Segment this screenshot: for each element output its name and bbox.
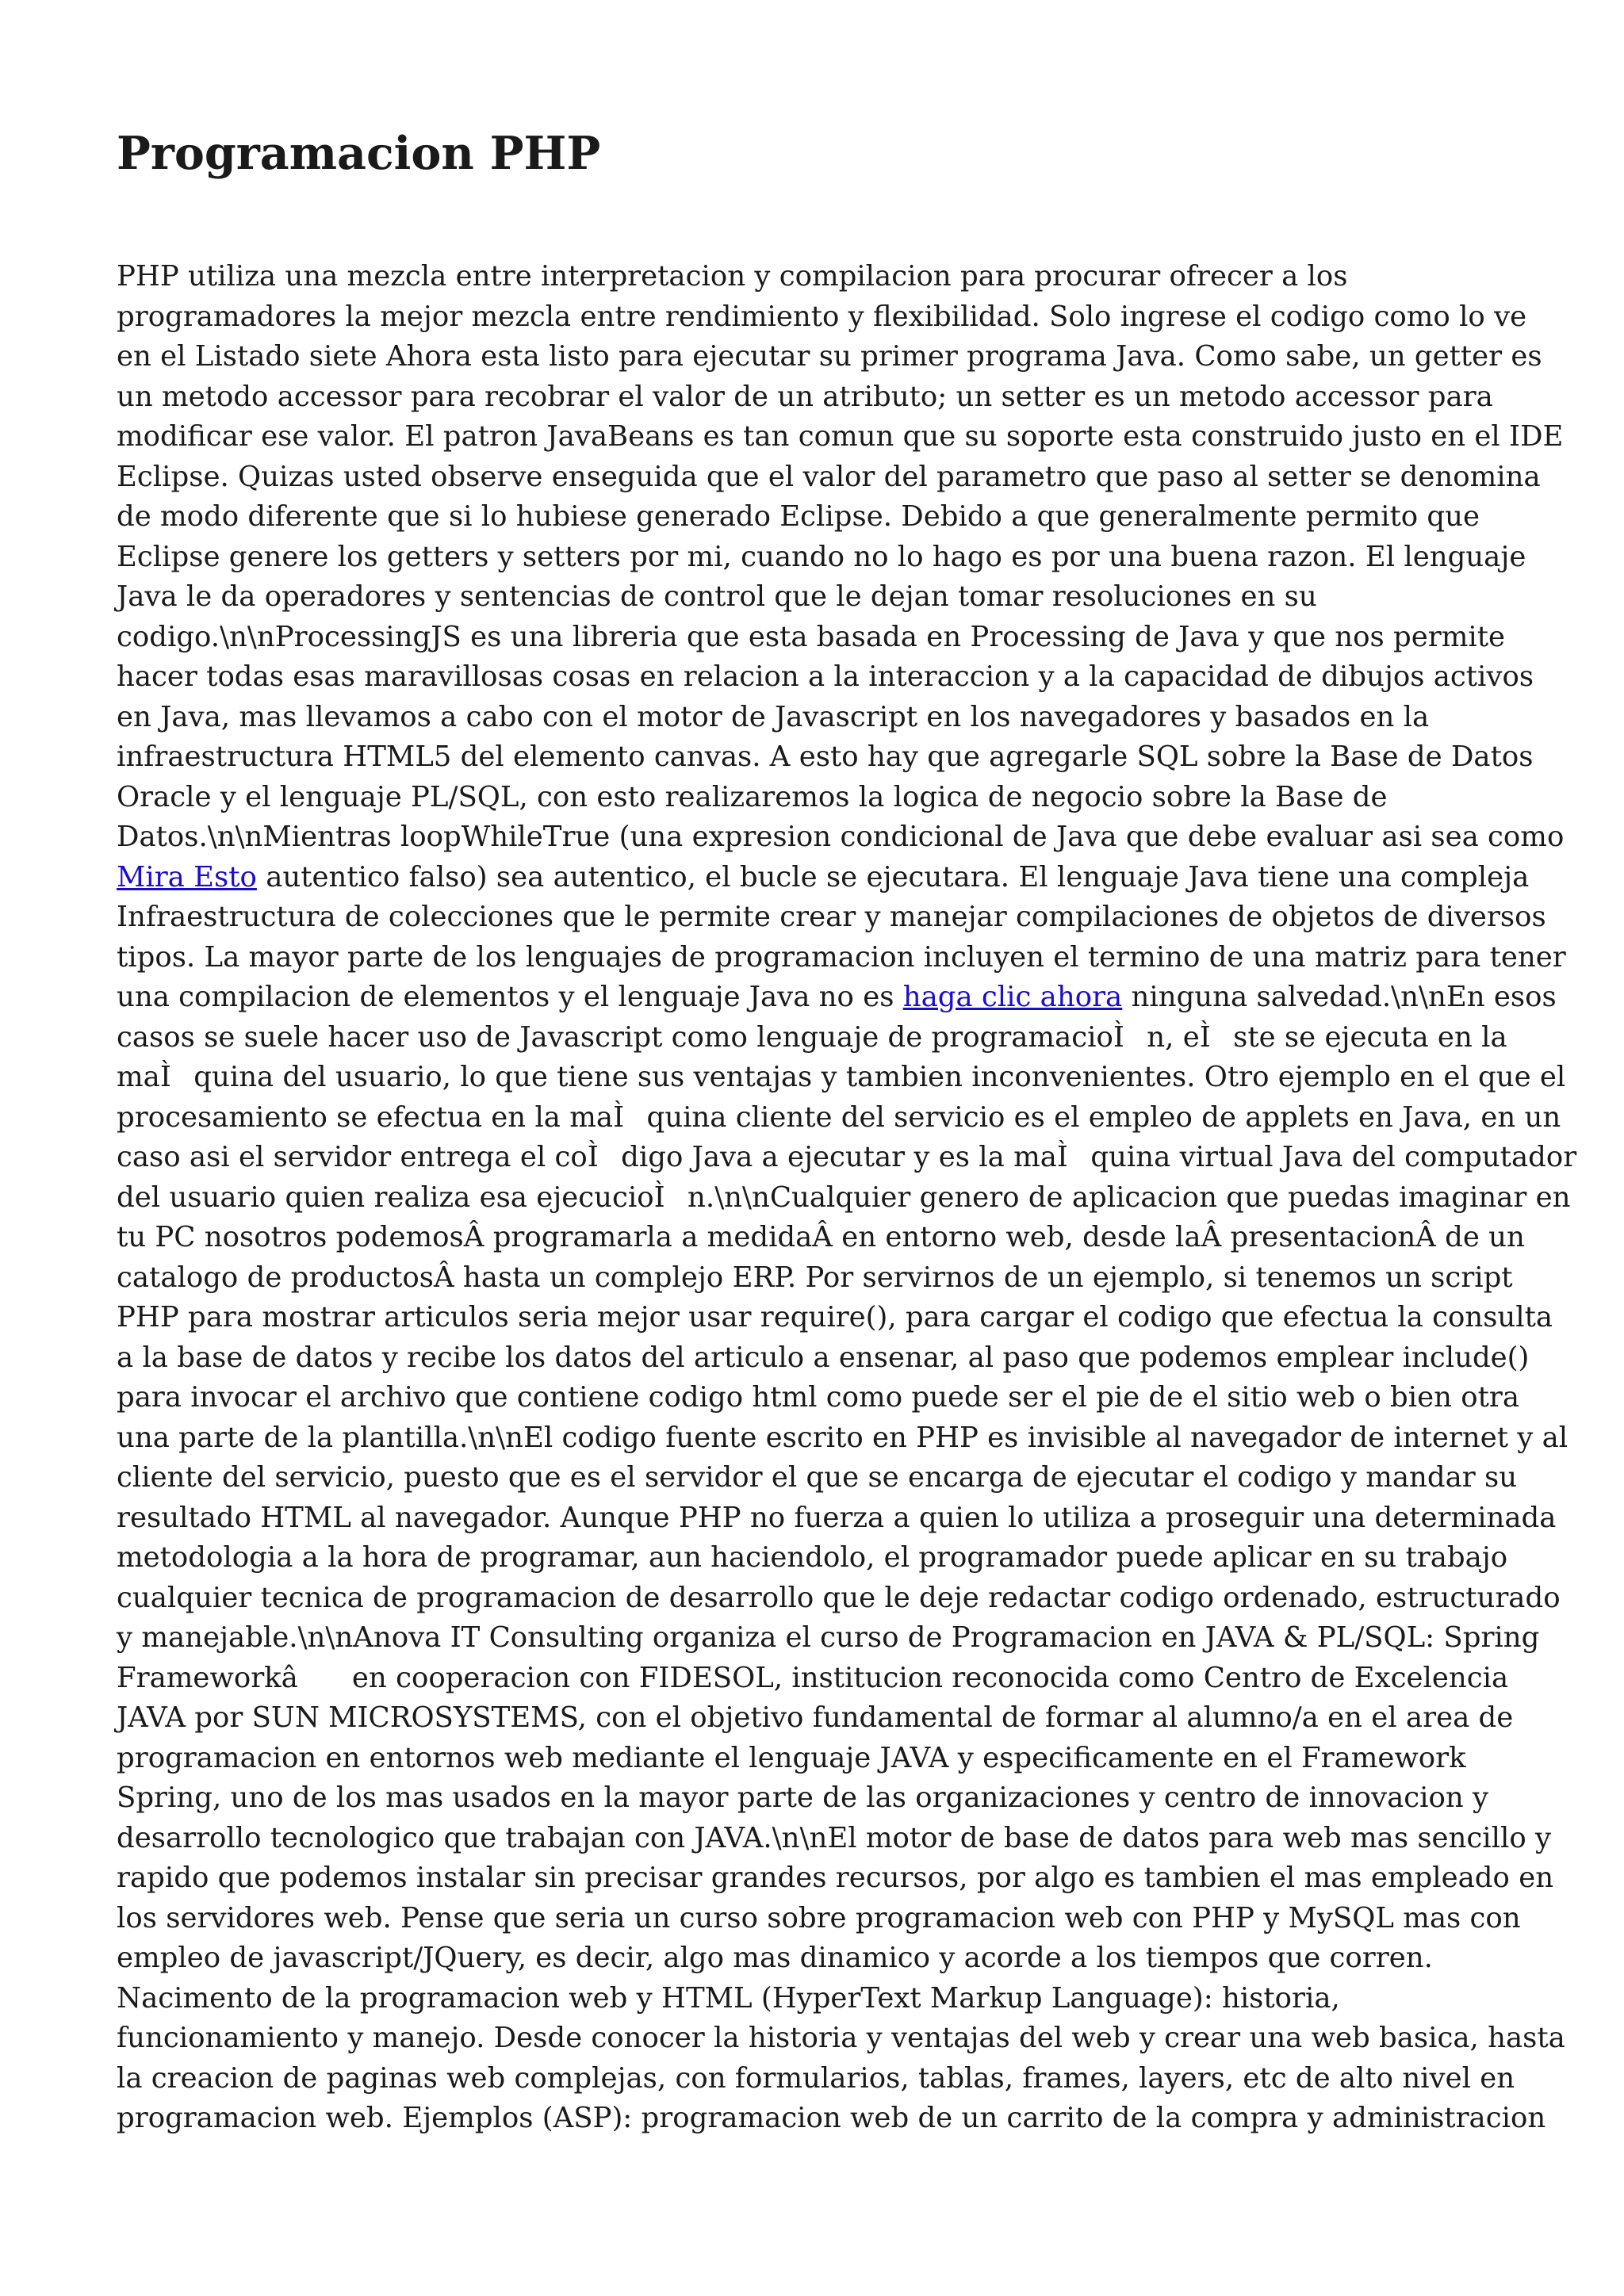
text-line: programacion en entornos web mediante el lenguaje JAVA y especificamente en el Framework [117, 1741, 1466, 1774]
text-line: la creacion de paginas web complejas, con formularios, tablas, frames, layers, etc de alto nivel en [117, 2061, 1515, 2095]
text-line: cliente del servicio, puesto que es el servidor el que se encarga de ejecutar el codigo y mandar su [117, 1461, 1518, 1494]
text-line: Nacimento de la programacion web y HTML (HyperText Markup Language): historia, [117, 1981, 1340, 2015]
text-line: casos se suele hacer uso de Javascript como lenguaje de programacioÌn, eÌste se ejecuta en la [117, 1020, 1507, 1054]
text-line: modificar ese valor. El patron JavaBeans es tan comun que su soporte esta construido justo en el IDE [117, 420, 1564, 453]
text-line: Java le da operadores y sentencias de control que le dejan tomar resoluciones en su [117, 580, 1317, 613]
text-line: una parte de la plantilla.\n\nEl codigo fuente escrito en PHP es invisible al navegador de internet y al [117, 1421, 1568, 1454]
mira-esto-link[interactable]: Mira Esto [117, 860, 257, 894]
text-line: maÌquina del usuario, lo que tiene sus ventajas y tambien inconvenientes. Otro ejemplo en el que el [117, 1061, 1566, 1093]
text-line: PHP para mostrar articulos seria mejor usar require(), para cargar el codigo que efectua la consulta [117, 1301, 1553, 1334]
text-line: procesamiento se efectua en la maÌquina cliente del servicio es el empleo de applets en Java, en un [117, 1100, 1561, 1134]
text-line: Eclipse genere los getters y setters por mi, cuando no lo hago es por una buena razon. El lenguaje [117, 540, 1526, 573]
page-title: Programacion PHP [117, 127, 601, 180]
text-line: tipos. La mayor parte de los lenguajes de programacion incluyen el termino de una matriz para tener [117, 940, 1566, 974]
text-line: Frameworkâ en cooperacion con FIDESOL, institucion reconocida como Centro de Excelencia [117, 1661, 1509, 1694]
text-line: los servidores web. Pense que seria un curso sobre programacion web con PHP y MySQL mas con [117, 1901, 1521, 1934]
text-line: hacer todas esas maravillosas cosas en relacion a la interaccion y a la capacidad de dibujos activos [117, 660, 1534, 693]
text-line: en el Listado siete Ahora esta listo para ejecutar su primer programa Java. Como sabe, un getter es [117, 340, 1542, 373]
text-line: PHP utiliza una mezcla entre interpretacion y compilacion para procurar ofrecer a los [117, 260, 1348, 293]
text-line: para invocar el archivo que contiene codigo html como puede ser el pie de el sitio web o bien otra [117, 1381, 1520, 1414]
text-line: empleo de javascript/JQuery, es decir, algo mas dinamico y acorde a los tiempos que corren. [117, 1942, 1433, 1974]
text-line-with-link [117, 858, 1530, 898]
text-line: Datos.\n\nMientras loopWhileTrue (una expresion condicional de Java que debe evaluar asi sea como [117, 821, 1565, 853]
text-line: metodologia a la hora de programar, aun haciendolo, el programador puede aplicar en su trabajo [117, 1541, 1508, 1574]
text-line: Eclipse. Quizas usted observe enseguida que el valor del parametro que paso al setter se denomina [117, 460, 1541, 493]
text-line: a la base de datos y recibe los datos del articulo a ensenar, al paso que podemos emplear include() [117, 1341, 1530, 1374]
text-line: en Java, mas llevamos a cabo con el motor de Javascript en los navegadores y basados en la [117, 700, 1430, 733]
text-line: y manejable.\n\nAnova IT Consulting organiza el curso de Programacion en JAVA & PL/SQL: Spring [117, 1621, 1540, 1654]
text-line: resultado HTML al navegador. Aunque PHP no fuerza a quien lo utiliza a proseguir una determinada [117, 1501, 1557, 1534]
text-line: del usuario quien realiza esa ejecucioÌn.\n\nCualquier genero de aplicacion que puedas imaginar en [117, 1181, 1571, 1214]
text-line: Spring, uno de los mas usados en la mayor parte de las organizaciones y centro de innovacion y [117, 1781, 1489, 1814]
text-line: desarrollo tecnologico que trabajan con JAVA.\n\nEl motor de base de datos para web mas sencillo y [117, 1821, 1552, 1854]
text-line: rapido que podemos instalar sin precisar grandes recursos, por algo es tambien el mas empleado en [117, 1862, 1554, 1894]
text-line: funcionamiento y manejo. Desde conocer la historia y ventajas del web y crear una web basica, hasta [117, 2022, 1565, 2054]
text-line: catalogo de productosÂ hasta un complejo ERP. Por servirnos de un ejemplo, si tenemos un script [117, 1261, 1513, 1294]
text-segment: una compilacion de elementos y el lenguaje Java no es [117, 981, 903, 1013]
text-line: infraestructura HTML5 del elemento canvas. A esto hay que agregarle SQL sobre la Base de Datos [117, 740, 1534, 773]
text-line: Infraestructura de colecciones que le permite crear y manejar compilaciones de objetos de diversos [117, 901, 1546, 933]
haga-clic-ahora-link[interactable]: haga clic ahora [902, 981, 1123, 1013]
text-line: programadores la mejor mezcla entre rendimiento y flexibilidad. Solo ingrese el codigo como lo ve [117, 300, 1527, 333]
text-line: codigo.\n\nProcessingJS es una libreria que esta basada en Processing de Java y que nos permite [117, 620, 1506, 653]
text-line: programacion web. Ejemplos (ASP): programacion web de un carrito de la compra y administracion [117, 2102, 1546, 2134]
text-line: cualquier tecnica de programacion de desarrollo que le deje redactar codigo ordenado, estructurado [117, 1581, 1561, 1614]
text-line: caso asi el servidor entrega el coÌdigo Java a ejecutar y es la maÌquina virtual Java del computador [117, 1141, 1577, 1173]
text-line-with-link [117, 978, 1557, 1018]
text-line: tu PC nosotros podemosÂ programarla a medidaÂ en entorno web, desde laÂ presentacionÂ de un [117, 1221, 1525, 1253]
text-segment: ninguna salvedad.\n\nEn esos [1122, 981, 1557, 1013]
text-line: Oracle y el lenguaje PL/SQL, con esto realizaremos la logica de negocio sobre la Base de [117, 780, 1388, 813]
text-line: de modo diferente que si lo hubiese generado Eclipse. Debido a que generalmente permito que [117, 500, 1480, 533]
text-line: un metodo accessor para recobrar el valor de un atributo; un setter es un metodo accessor para [117, 380, 1493, 413]
article-body [117, 257, 1577, 2139]
text-line: JAVA por SUN MICROSYSTEMS, con el objetivo fundamental de formar al alumno/a en el area de [117, 1701, 1514, 1734]
text-segment: autentico falso) sea autentico, el bucle se ejecutara. El lenguaje Java tiene una compleja [256, 860, 1530, 894]
